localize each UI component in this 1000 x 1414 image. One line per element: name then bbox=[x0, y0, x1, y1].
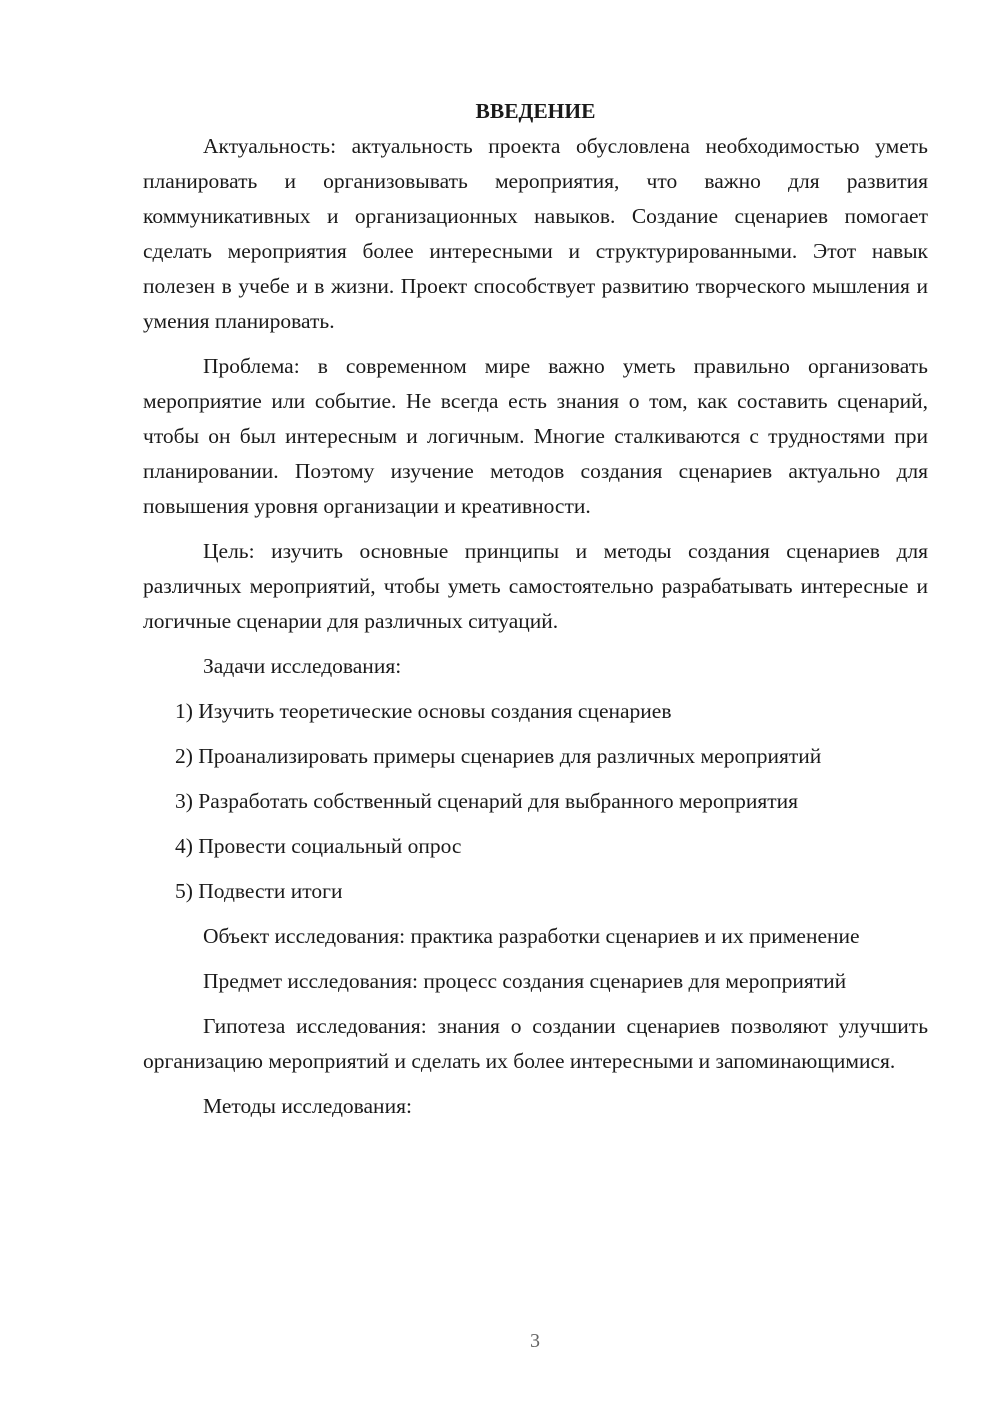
tasks-heading: Задачи исследования: bbox=[203, 654, 402, 678]
task-item: 3) Разработать собственный сценарий для выбранного мероприятия bbox=[175, 789, 799, 813]
task-item: 4) Провести социальный опрос bbox=[175, 834, 462, 858]
page-title: ВВЕДЕНИЕ bbox=[475, 99, 596, 123]
paragraph-relevance: Актуальность: актуальность проекта обусловлена необходимостью уметь планировать и организовывать мероприятия, что важно для развития коммуникативных и организационных навыков. Создание сценариев помогает сделать мероприятия более интересными и структурированными. Этот навык полезен в учебе и в жизни. Проект способствует развитию творческого мышления и умения планировать. bbox=[143, 134, 928, 333]
task-item: 5) Подвести итоги bbox=[175, 879, 343, 903]
paragraph-object: Объект исследования: практика разработки сценариев и их применение bbox=[203, 924, 860, 948]
paragraph-subject: Предмет исследования: процесс создания сценариев для мероприятий bbox=[203, 969, 847, 993]
document-page bbox=[143, 94, 928, 1134]
paragraph-problem: Проблема: в современном мире важно уметь правильно организовать мероприятие или событие. Не всегда есть знания о том, как составить сценарий, чтобы он был интересным и логичным. Многие сталкиваются с трудностями при планировании. Поэтому изучение методов создания сценариев актуально для повышения уровня организации и креативности. bbox=[143, 354, 928, 518]
page-number: 3 bbox=[530, 1330, 540, 1352]
task-item: 2) Проанализировать примеры сценариев для различных мероприятий bbox=[175, 744, 822, 768]
methods-heading: Методы исследования: bbox=[203, 1094, 412, 1118]
tasks-list bbox=[143, 694, 928, 909]
paragraph-hypothesis: Гипотеза исследования: знания о создании сценариев позволяют улучшить организацию мероприятий и сделать их более интересными и запоминающимися. bbox=[143, 1014, 928, 1073]
paragraph-goal: Цель: изучить основные принципы и методы создания сценариев для различных мероприятий, чтобы уметь самостоятельно разрабатывать интересные и логичные сценарии для различных ситуаций. bbox=[143, 539, 928, 633]
task-item: 1) Изучить теоретические основы создания сценариев bbox=[175, 699, 672, 723]
